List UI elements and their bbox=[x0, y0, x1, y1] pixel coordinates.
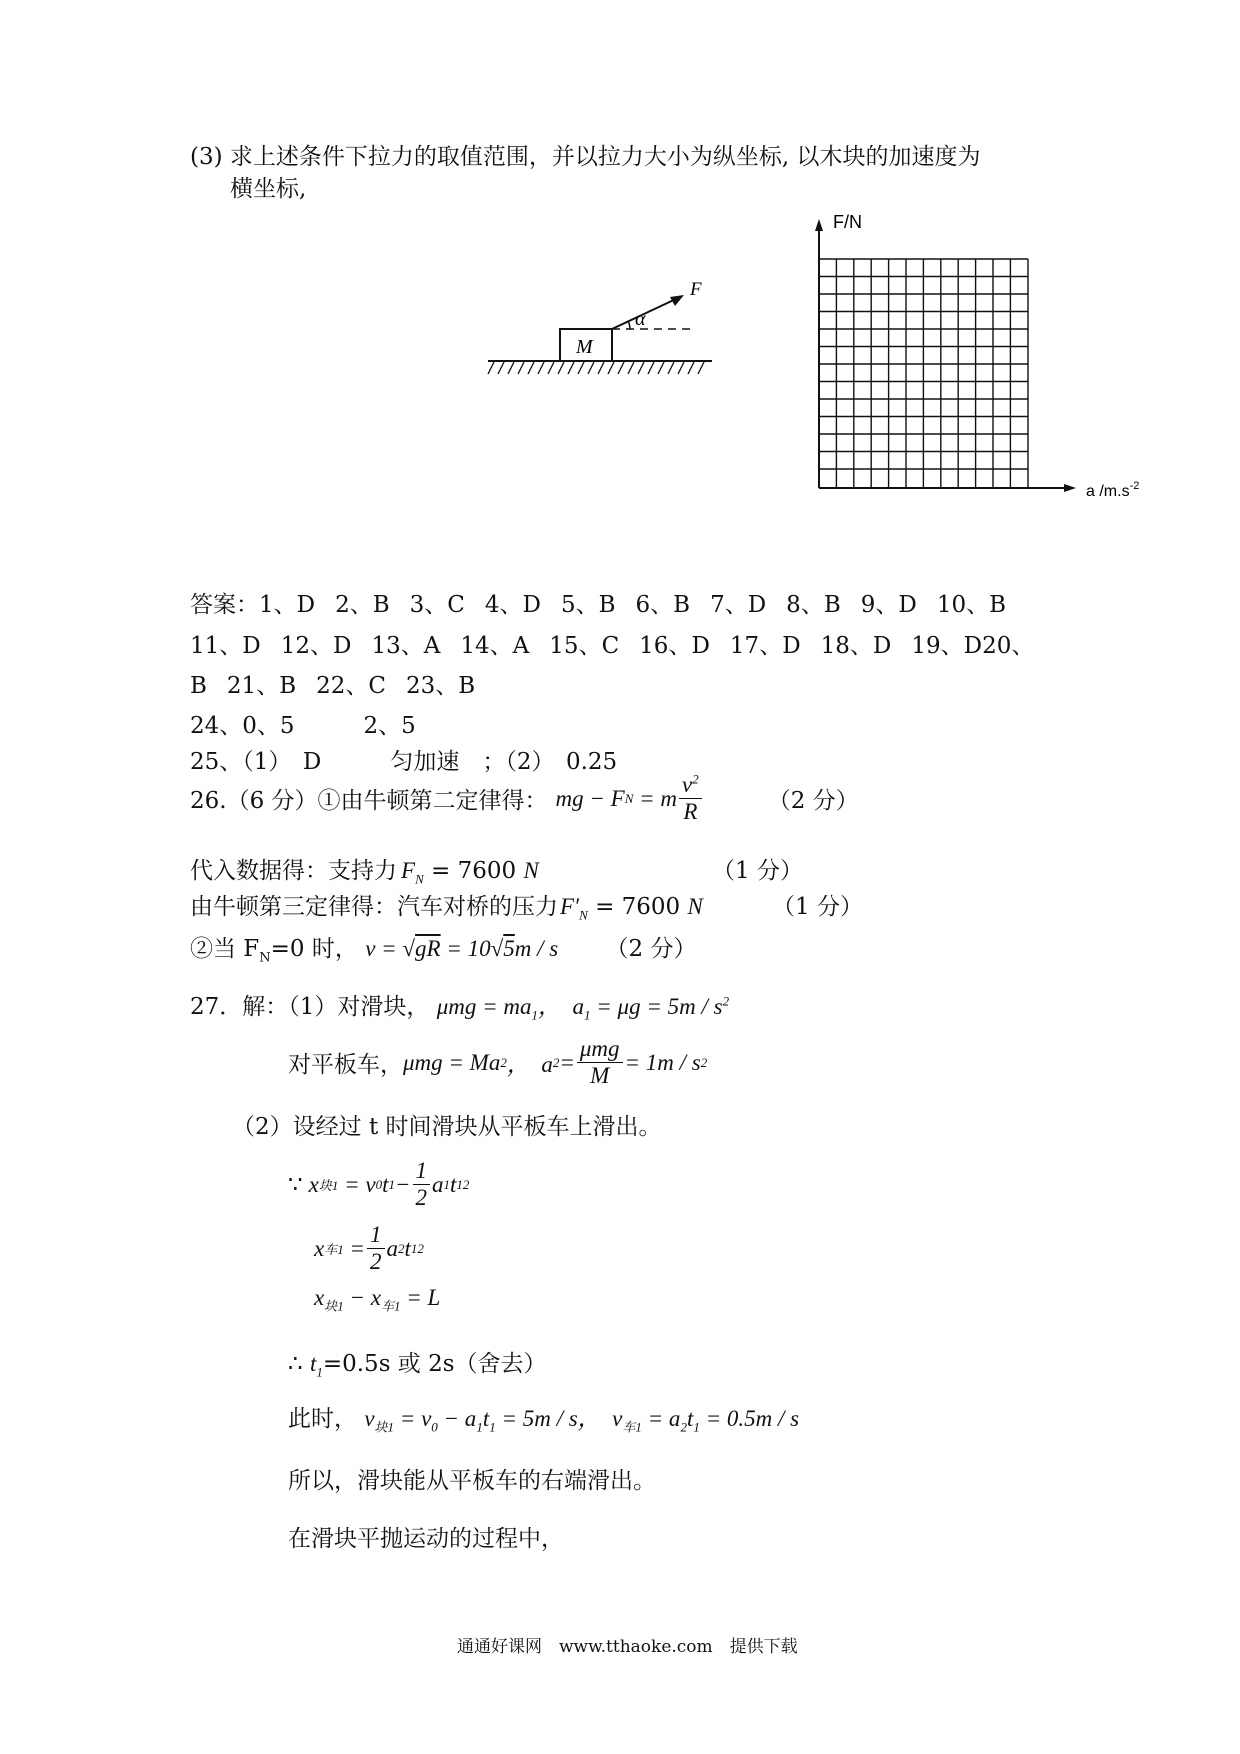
answer-item: 2、B bbox=[335, 592, 390, 618]
answer-value: B bbox=[190, 673, 207, 699]
answer-number: 13 bbox=[371, 633, 401, 659]
q27-eq-block-displacement: ∵ x 块1 = v 0 t 1 − $\frac{1}{2}$ a 1 t 1 2 bbox=[288, 1158, 470, 1211]
q26-line1 bbox=[190, 772, 859, 826]
answer-item: 13、A bbox=[371, 633, 441, 659]
answers-row1 bbox=[190, 586, 1006, 619]
answer-number: 14 bbox=[460, 633, 490, 659]
answer-value: C bbox=[601, 633, 620, 659]
answer-number: 17 bbox=[729, 633, 760, 659]
answer-number: 9 bbox=[860, 592, 876, 618]
answer-number: 11 bbox=[190, 633, 220, 659]
answer-item: 17、D bbox=[729, 633, 801, 659]
q27-line3: （2）设经过 t 时间滑块从平板车上滑出。 bbox=[232, 1114, 662, 1140]
answer-24: 24、0、5 2、5 bbox=[190, 713, 416, 739]
x-axis-label: a $/m.s^{-2}$ bbox=[1086, 480, 1140, 500]
q26-line1-text: 26.（6 分）①由牛顿第二定律得： bbox=[190, 788, 548, 815]
answer-number: 4 bbox=[484, 592, 500, 618]
answer-number: 2 bbox=[335, 592, 350, 618]
q27-formula-cart: μmg = Ma 2 ， a 2 = $\frac{\text{μmg}}{M}$ = 1m / s 2 bbox=[403, 1036, 708, 1089]
block-label: M bbox=[576, 336, 593, 358]
answer-value: B bbox=[673, 592, 691, 618]
answers-prefix: 答案： bbox=[190, 592, 259, 618]
answer-value: B bbox=[458, 673, 476, 699]
q27-line2: 对平板车， μmg = Ma 2 ， a 2 = $\frac{\text{μmg}}{M}$ = 1m / s 2 bbox=[288, 1036, 708, 1089]
answer-number: 6 bbox=[635, 592, 651, 618]
q27-eq-relative: $x_{块1} - x_{车1} = L$ bbox=[314, 1285, 441, 1314]
question3-line1: (3) 求上述条件下拉力的取值范围，并以拉力大小为纵坐标, 以木块的加速度为 bbox=[190, 144, 981, 170]
answer-number: 15 bbox=[549, 633, 579, 659]
answer-item: 9、D bbox=[860, 592, 917, 618]
answer-value: D bbox=[296, 592, 316, 618]
answer-number: 16 bbox=[639, 633, 669, 659]
answer-value: C bbox=[447, 592, 465, 618]
answer-item: 15、C bbox=[549, 633, 620, 659]
q26-line3-score: （1 分） bbox=[772, 894, 863, 920]
answer-item: 1、D bbox=[259, 592, 316, 618]
answer-number: 5 bbox=[560, 592, 576, 618]
answer-value: A bbox=[512, 633, 530, 659]
answer-value: A bbox=[423, 633, 441, 659]
q27-formula-velocities: $v_{块1} = v_0 - a_1t_1 = 5m / s$， $v_{车1} = a_2t_1 = 0.5m / s$ bbox=[364, 1406, 800, 1435]
answer-number: 23 bbox=[405, 673, 436, 699]
answer-number: 22 bbox=[316, 673, 346, 699]
answer-value: D bbox=[898, 592, 917, 618]
answer-20-label: 20、 bbox=[982, 633, 1035, 659]
q26-line2-score: （1 分） bbox=[712, 858, 803, 884]
answer-value: D bbox=[242, 633, 261, 659]
answer-item: 5、B bbox=[560, 592, 616, 618]
answer-number: 12 bbox=[280, 633, 311, 659]
answer-value: B bbox=[372, 592, 390, 618]
answer-item: 3、C bbox=[409, 592, 465, 618]
answer-item: 8、B bbox=[786, 592, 841, 618]
answer-item: 22、C bbox=[316, 673, 386, 699]
block-force-diagram bbox=[480, 280, 720, 390]
answer-value: B bbox=[823, 592, 841, 618]
answer-item: 11、D bbox=[190, 633, 261, 659]
answer-value: C bbox=[368, 673, 386, 699]
question3-line2: 横坐标, bbox=[230, 176, 307, 202]
answer-value: D bbox=[747, 592, 767, 618]
answer-item: 14、A bbox=[460, 633, 530, 659]
answer-number: 8 bbox=[786, 592, 801, 618]
answer-value: B bbox=[598, 592, 616, 618]
q27-eq-cart-displacement: x 车1 = $\frac{1}{2}$ a 2 t 1 2 bbox=[314, 1222, 424, 1275]
answer-number: 7 bbox=[710, 592, 725, 618]
answer-25: 25、（1） D 匀加速 ；（2） 0.25 bbox=[190, 749, 618, 775]
answer-number: 1 bbox=[259, 592, 274, 618]
answers-row3 bbox=[190, 667, 475, 700]
answer-item: 10、B bbox=[936, 592, 1006, 618]
q27-therefore: ∴ $t_1=0.5s$ 或 2s（舍去） bbox=[288, 1351, 547, 1380]
answer-item: 19、D bbox=[911, 633, 983, 659]
answer-value: D bbox=[872, 633, 892, 659]
q26-line4: ②当 $F_N=0$ 时， v = √gR = 10√5m / s （2 分） bbox=[190, 936, 697, 966]
answer-item: 18、D bbox=[820, 633, 892, 659]
q27-next: 在滑块平抛运动的过程中， bbox=[288, 1526, 564, 1552]
answer-number: 10 bbox=[936, 592, 967, 618]
answer-item: 12、D bbox=[280, 633, 352, 659]
q26-formula-velocity: v = √gR = 10√5m / s bbox=[365, 936, 559, 961]
answer-value: D bbox=[333, 633, 352, 659]
answer-value: D bbox=[963, 633, 983, 659]
angle-label: α bbox=[635, 308, 646, 330]
q26-line1-score: （2 分） bbox=[767, 788, 859, 815]
footer: 通通好课网 www.tthaoke.com 提供下载 bbox=[457, 1637, 798, 1657]
answers-row2 bbox=[190, 627, 1034, 660]
q27-conclusion: 所以，滑块能从平板车的右端滑出。 bbox=[288, 1468, 656, 1494]
answer-value: D bbox=[691, 633, 710, 659]
answer-item: 6、B bbox=[635, 592, 691, 618]
grid-lines bbox=[819, 259, 1028, 488]
q27-formula-block: $\mu mg = ma_1$， $a_1 = \mu g = 5m / s^2$ bbox=[436, 993, 730, 1023]
answer-number: 19 bbox=[911, 633, 941, 659]
answer-number: 3 bbox=[409, 592, 425, 618]
q27-line1: 27．解：（1）对滑块， $\mu mg = ma_1$， $a_1 = \mu g = 5m / s^2$ bbox=[190, 993, 730, 1023]
answer-value: D bbox=[782, 633, 801, 659]
q26-line3: 由牛顿第三定律得：汽车对桥的压力$F'_N = 7600$ N bbox=[190, 894, 703, 923]
answer-item: 4、D bbox=[484, 592, 541, 618]
q26-formula-newton2: mg − F N = m $\frac{v^2}{R}$ bbox=[556, 772, 704, 826]
answer-item: 21、B bbox=[226, 673, 297, 699]
answer-number: 21 bbox=[226, 673, 257, 699]
answer-item: 23、B bbox=[405, 673, 476, 699]
q26-line2: 代入数据得：支持力 $F_N = 7600$ N bbox=[190, 858, 539, 887]
q27-velocities: 此时， $v_{块1} = v_0 - a_1t_1 = 5m / s$， $v_{车1} = a_2t_1 = 0.5m / s$ bbox=[288, 1406, 800, 1435]
force-acceleration-grid bbox=[800, 205, 1190, 505]
y-axis-label: F/N bbox=[833, 212, 862, 232]
answer-number: 18 bbox=[820, 633, 850, 659]
answer-item bbox=[190, 673, 207, 699]
answer-item: 7、D bbox=[710, 592, 767, 618]
answer-value: D bbox=[522, 592, 541, 618]
answer-value: B bbox=[279, 673, 297, 699]
answer-value: B bbox=[989, 592, 1006, 618]
answer-item: 16、D bbox=[639, 633, 710, 659]
force-label: F bbox=[690, 280, 702, 300]
